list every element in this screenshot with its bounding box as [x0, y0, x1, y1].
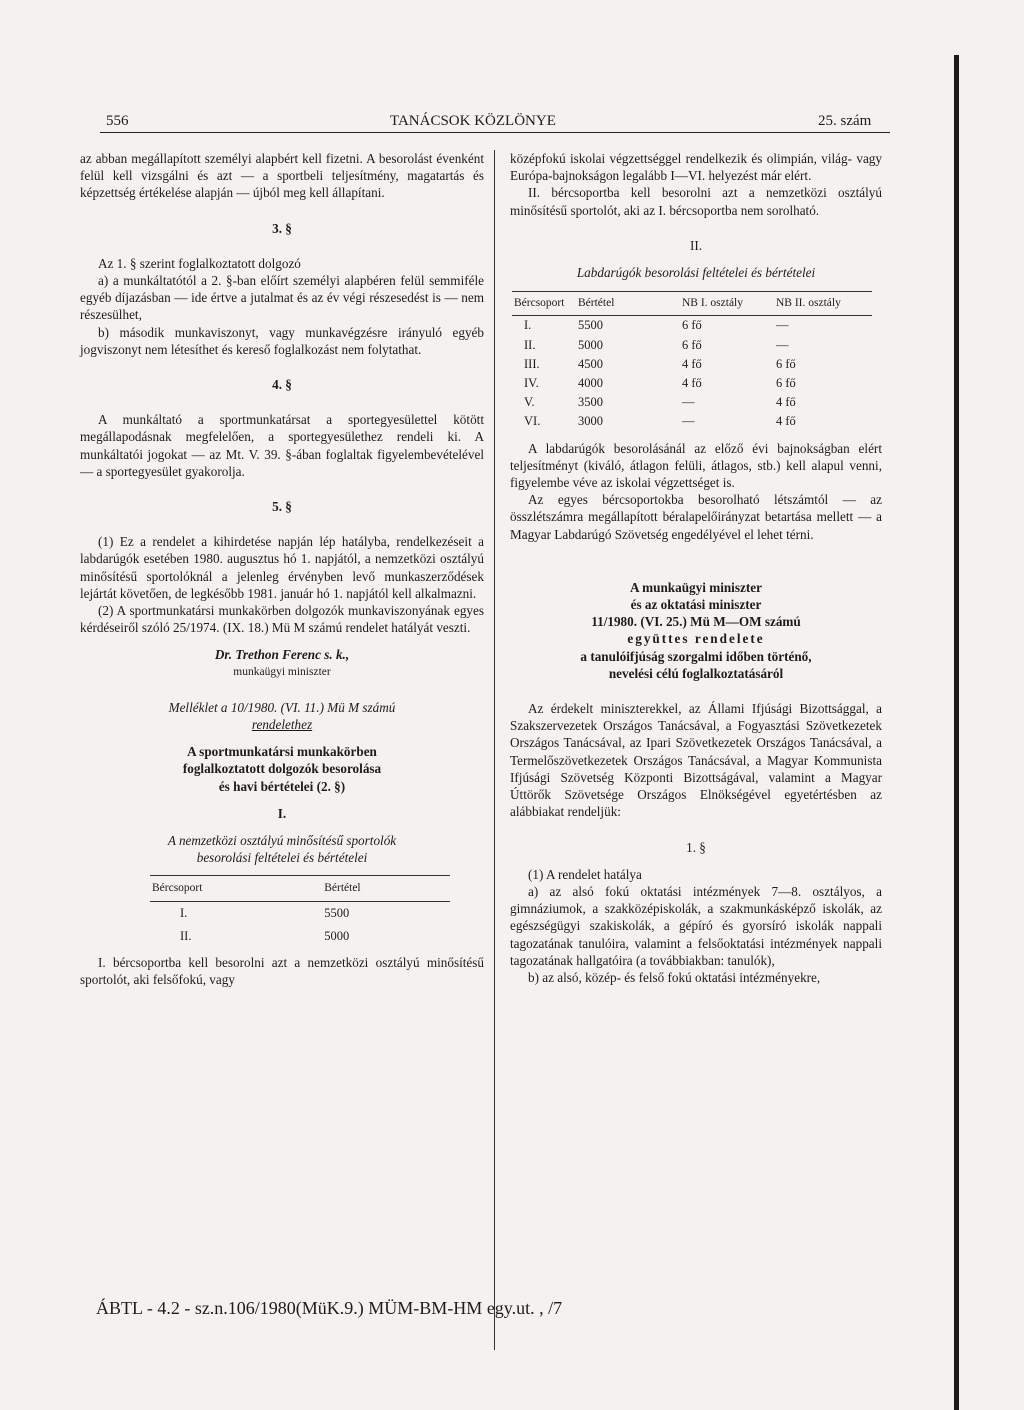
journal-title: TANÁCSOK KÖZLÖNYE	[390, 113, 556, 129]
table-cell: 4500	[578, 356, 603, 371]
paragraph: az abban megállapított személyi alapbért kell fizetni. A besorolást évenként felül kell vizsgálni és azt — a sportbeli teljesítmény, magatartás és képzettség értékelése alapján — újból meg kell állapítani.	[80, 151, 484, 201]
annex-title: és havi bértételei (2. §)	[218, 778, 346, 794]
table-cell: 4 fő	[682, 356, 702, 371]
archive-stamp: ÁBTL - 4.2 - sz.n.106/1980(MüK.9.) MÜM-BM-HM egy.ut. , /7	[96, 1298, 563, 1318]
paragraph: b) az alsó, közép- és felső fokú oktatási intézményekre,	[528, 969, 821, 985]
table-cell: 3000	[578, 414, 603, 429]
table-cell: 6 fő	[776, 376, 796, 391]
table-header: Bértétel	[322, 875, 450, 901]
signer-title: munkaügyi miniszter	[233, 665, 331, 678]
table-cell: I.	[524, 318, 532, 333]
paragraph: a) a munkáltatótól a 2. §-ban előírt személyi alapbéren felül semmiféle egyéb díjazásban — ide értve a jutalmat és az év végi részesedést is — nem részesülhet,	[80, 273, 484, 323]
signer-name: Dr. Trethon Ferenc s. k.,	[214, 647, 350, 663]
table-cell: VI.	[524, 414, 541, 429]
regulation-subject: nevelési célú foglalkoztatásáról	[608, 665, 784, 681]
paragraph: A munkáltató a sportmunkatársat a sportegyesülettel kötött megállapodásnak megfelelően, a sportegyesülethez rendeli ki. A munkáltatói jogokat — az Mt. V. 39. §-ában foglaltak figyelembevételével — a sportegyesület gyakorolja.	[80, 412, 484, 479]
table-cell: 4 fő	[776, 414, 796, 429]
table-cell: —	[682, 414, 695, 429]
section-heading: 1. §	[686, 839, 706, 855]
table-header: NB I. osztály	[680, 292, 774, 316]
table-row	[512, 355, 872, 374]
paragraph: A labdarúgók besorolásánál az előző évi bajnokságban elért teljesítményt (kiváló, átlagon felüli, átlagos, stb.) kell alapul venni, figyelembe véve az iskolai végzettséget is.	[510, 440, 882, 491]
paragraph: b) második munkaviszonyt, vagy munkavégzésre irányuló egyéb jogviszonyt nem létesíthet és kereső foglalkozást nem folytathat.	[80, 324, 484, 357]
table-cell: 4 fő	[682, 376, 702, 391]
annex-reference: Melléklet a 10/1980. (VI. 11.) Mü M számú	[168, 699, 396, 715]
table-row	[512, 374, 872, 393]
column-divider	[494, 150, 495, 1350]
page-header	[100, 110, 890, 133]
table-cell: V.	[524, 395, 535, 410]
table-cell: 6 fő	[682, 337, 702, 352]
table-cell: —	[776, 318, 789, 333]
paragraph: középfokú iskolai végzettséggel rendelkezik és olimpián, világ- vagy Európa-bajnokságon legalább I—VI. helyezést már elért.	[510, 151, 882, 184]
paragraph: (1) A rendelet hatálya	[528, 866, 642, 882]
page-number: 556	[106, 113, 129, 129]
paragraph: Az 1. § szerint foglalkoztatott dolgozó	[98, 255, 301, 271]
table-cell: 5000	[324, 928, 350, 943]
table-cell: —	[776, 337, 789, 352]
table-cell: 5000	[578, 337, 603, 352]
table-header: Bércsoport	[512, 292, 576, 316]
table-cell: 6 fő	[682, 318, 702, 333]
section-heading: 3. §	[272, 220, 292, 236]
section-heading: 4. §	[272, 377, 292, 393]
table-row	[150, 925, 450, 948]
paragraph: (2) A sportmunkatársi munkakörben dolgozók munkaviszonyának egyes kérdéseiről szóló 25/1974. (IX. 18.) Mü M számú rendelet hatályát veszti.	[80, 603, 484, 636]
table-cell: 4000	[578, 376, 603, 391]
table-header: Bértétel	[576, 292, 680, 316]
table-cell: —	[682, 395, 695, 410]
table-header: Bércsoport	[150, 875, 322, 901]
table-cell: 4 fő	[776, 395, 796, 410]
roman-heading: I.	[277, 805, 287, 821]
paragraph: I. bércsoportba kell besorolni azt a nemzetközi osztályú minősítésű sportolót, aki felsőfokú, vagy	[80, 955, 484, 988]
annex-reference-2: rendelethez	[251, 717, 313, 733]
table-row	[150, 901, 450, 925]
regulation-number: 11/1980. (VI. 25.) Mü M—OM számú	[591, 614, 801, 630]
paragraph: Az érdekelt miniszterekkel, az Állami Ifjúsági Bizottsággal, a Szakszervezetek Országos Tanácsával, a Fogyasztási Szövetkezetek Országos Tanácsával, az Ipari Szövetkezetek Országos Tanácsával, a Termelőszövetkezetek Országos Tanácsával, a Magyar Kommunista Ifjúsági Szövetség Központi Bizottságával, valamint a Magyar Úttörők Szövetsége Országos Elnökségével egyetértésben az alábbiakat rendeljük:	[510, 701, 882, 820]
table-cell: 3500	[578, 395, 603, 410]
paragraph: a) az alsó fokú oktatási intézmények 7—8. osztályos, a gimnáziumok, a szakközépiskolák, a szakmunkásképző iskolák, az egészségügyi szakiskolák, a gépíró és gyorsíró iskolák nappali tagozatának tanulóira, valamint a felsőoktatási intézmények nappali tagozatának hallgatóira (a továbbiakban: tanulók),	[510, 883, 882, 968]
table-row	[512, 412, 872, 431]
roman-heading: II.	[689, 237, 703, 253]
table-row	[512, 336, 872, 355]
table-cell: II.	[524, 337, 536, 352]
right-column	[510, 150, 882, 986]
scan-edge-bar	[954, 55, 959, 1410]
regulation-header: A munkaügyi miniszter	[630, 579, 762, 595]
table-cell: I.	[180, 905, 188, 920]
table-row	[512, 316, 872, 336]
category-title: A nemzetközi osztályú minősítésű sportolók	[167, 833, 397, 849]
paragraph: Az egyes bércsoportokba besorolható létszámtól — az összlétszámra megállapított béralapelőirányzat betartása mellett — a Magyar Labdarúgó Szövetség engedélyével el lehet térni.	[510, 492, 882, 542]
left-column	[80, 150, 484, 989]
table-row	[512, 393, 872, 412]
annex-title: foglalkoztatott dolgozók besorolása	[182, 761, 382, 777]
paragraph: (1) Ez a rendelet a kihirdetése napján lép hatályba, rendelkezéseit a labdarúgók esetében 1980. augusztus hó 1. napjától, a nemzetközi osztályú minősítésű sportolóknál a jelenleg érvényben levő munkaszerződések lejártát követően, de legkésőbb 1981. január hó 1. napjától kell alkalmazni.	[80, 534, 484, 601]
table-header: NB II. osztály	[774, 292, 872, 316]
table-cell: III.	[524, 356, 540, 371]
table-cell: 5500	[578, 318, 603, 333]
table-cell: 6 fő	[776, 356, 796, 371]
section-heading: 5. §	[272, 499, 292, 515]
regulation-type: együttes rendelete	[627, 631, 765, 647]
table-cell: IV.	[524, 376, 539, 391]
salary-table	[150, 875, 450, 949]
regulation-subject: a tanulóifjúság szorgalmi időben történő,	[580, 648, 812, 664]
issue-number: 25. szám	[818, 113, 872, 129]
category-title: besorolási feltételei és bértételei	[196, 850, 368, 866]
table-cell: II.	[180, 928, 192, 943]
table-cell: 5500	[324, 905, 350, 920]
football-salary-table	[512, 291, 872, 431]
regulation-header: és az oktatási miniszter	[630, 597, 762, 613]
annex-title: A sportmunkatársi munkakörben	[187, 744, 377, 760]
category-title: Labdarúgók besorolási feltételei és bértételei	[576, 265, 816, 281]
paragraph: II. bércsoportba kell besorolni azt a nemzetközi osztályú minősítésű sportolót, aki az I. bércsoportba nem sorolható.	[510, 185, 882, 218]
